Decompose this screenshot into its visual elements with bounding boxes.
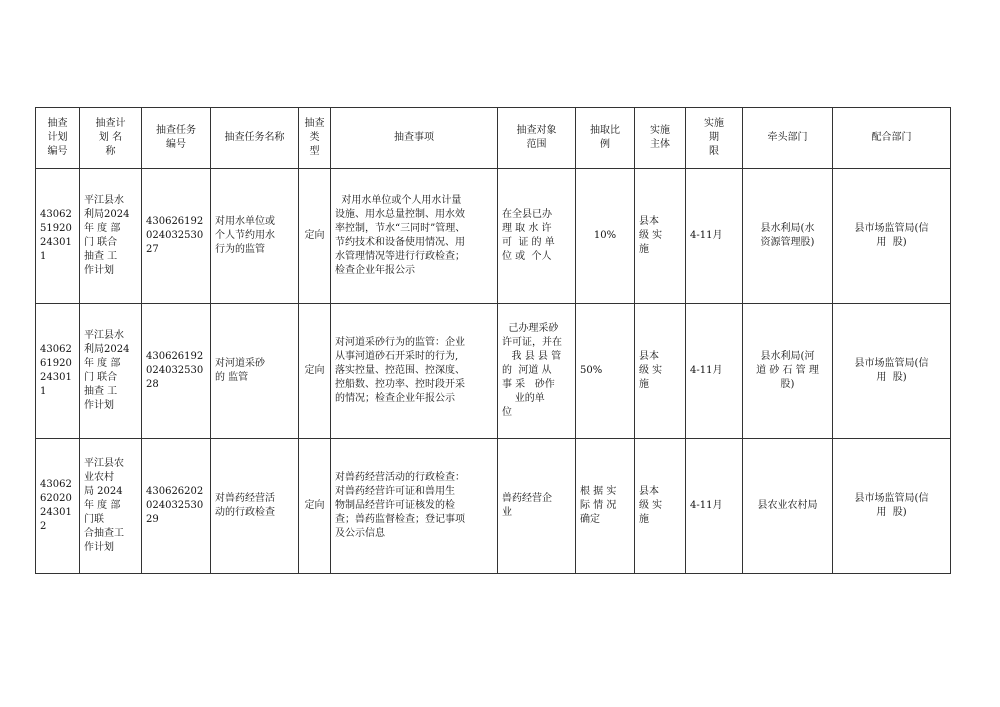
cell-plan-no: 43062 51920 24301 1 [36, 169, 80, 304]
header-row [36, 108, 951, 169]
cell-lead: 县水利局(水 资源管理股) [743, 169, 833, 304]
cell-items: 对河道采砂行为的监管：企业 从事河道砂石开采时的行为, 落实控量、控范围、控深度、 控船数、控功率、控时段开采 的情况；检查企业年报公示 [331, 304, 498, 439]
header-ratio: 抽取比 例 [576, 108, 635, 169]
cell-coop: 县市场监管局(信 用 股) [833, 304, 951, 439]
header-coop: 配合部门 [833, 108, 951, 169]
cell-type: 定向 [299, 304, 331, 439]
cell-items: 对兽药经营活动的行政检查： 对兽药经营许可证和兽用生 物制品经营许可证核发的检 查；兽药监督检查；登记事项 及公示信息 [331, 439, 498, 574]
cell-scope: 在全县已办 理 取 水 许 可 证 的 单 位 或 个人 [498, 169, 576, 304]
cell-plan-name: 平江县水 利局2024 年 度 部 门 联合 抽查 工 作计划 [80, 169, 142, 304]
cell-period: 4-11月 [686, 439, 743, 574]
table-row [36, 304, 951, 439]
cell-coop: 县市场监管局(信 用 股) [833, 439, 951, 574]
cell-period: 4-11月 [686, 169, 743, 304]
cell-lead: 县农业农村局 [743, 439, 833, 574]
cell-scope: 兽药经营企 业 [498, 439, 576, 574]
header-plan-name: 抽查计 划 名 称 [80, 108, 142, 169]
header-lead: 牵头部门 [743, 108, 833, 169]
cell-plan-name: 平江县农 业农村 局 2024 年 度 部 门联 合抽查工 作计划 [80, 439, 142, 574]
header-scope: 抽查对象 范围 [498, 108, 576, 169]
cell-ratio: 根 据 实 际 情 况 确定 [576, 439, 635, 574]
header-items: 抽查事项 [331, 108, 498, 169]
cell-lead: 县水利局(河 道 砂 石 管 理 股) [743, 304, 833, 439]
header-period: 实施 期 限 [686, 108, 743, 169]
cell-ratio: 50% [576, 304, 635, 439]
cell-plan-no: 43062 62020 24301 2 [36, 439, 80, 574]
cell-plan-no: 43062 61920 24301 1 [36, 304, 80, 439]
cell-task-no: 430626192 024032530 28 [142, 304, 211, 439]
header-subject: 实施 主体 [635, 108, 686, 169]
cell-subject: 县本 级 实 施 [635, 439, 686, 574]
cell-type: 定向 [299, 169, 331, 304]
cell-type: 定向 [299, 439, 331, 574]
cell-scope: 己办理采砂 许可证，并在 我 县 县 管 的 河道 从 事 采 砂作 业的单 位 [498, 304, 576, 439]
table-row [36, 439, 951, 574]
cell-task-no: 430626202 024032530 29 [142, 439, 211, 574]
cell-plan-name: 平江县水 利局2024 年 度 部 门 联合 抽查 工 作计划 [80, 304, 142, 439]
header-task-name: 抽查任务名称 [211, 108, 299, 169]
cell-subject: 县本 级 实 施 [635, 169, 686, 304]
cell-task-no: 430626192 024032530 27 [142, 169, 211, 304]
cell-subject: 县本 级 实 施 [635, 304, 686, 439]
table-row [36, 169, 951, 304]
cell-task-name: 对用水单位或 个人节约用水 行为的监管 [211, 169, 299, 304]
cell-task-name: 对兽药经营活 动的行政检查 [211, 439, 299, 574]
cell-task-name: 对河道采砂 的 监管 [211, 304, 299, 439]
cell-coop: 县市场监管局(信 用 股) [833, 169, 951, 304]
header-task-no: 抽查任务 编号 [142, 108, 211, 169]
header-plan-no: 抽查 计划 编号 [36, 108, 80, 169]
header-type: 抽查 类 型 [299, 108, 331, 169]
cell-items: 对用水单位或个人用水计量 设施、用水总量控制、用水效 率控制，节水“三同时”管理、 节约技术和设备使用情况、用 水管理情况等进行行政检查； 检查企业年报公示 [331, 169, 498, 304]
inspection-plan-table [35, 107, 951, 574]
cell-period: 4-11月 [686, 304, 743, 439]
cell-ratio: 10% [576, 169, 635, 304]
